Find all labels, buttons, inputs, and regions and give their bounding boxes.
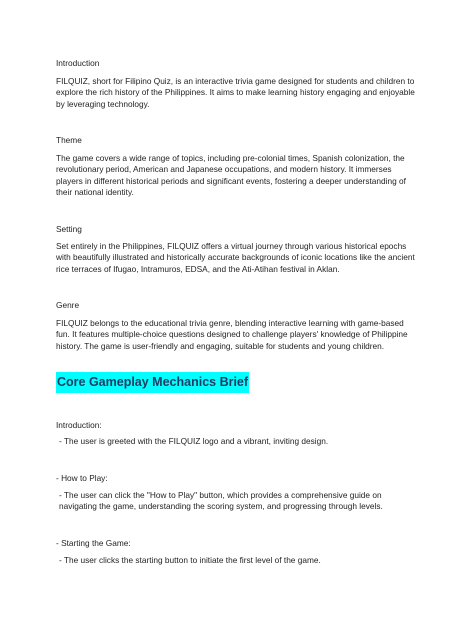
- how-to-play-text: - The user can click the "How to Play" button, which provides a comprehensive guide on navigating the game, understanding the scoring system, and progressing through levels.: [59, 490, 383, 512]
- starting-game-text: - The user clicks the starting button to initiate the first level of the game.: [59, 555, 321, 565]
- mechanics-title: Core Gameplay Mechanics Brief: [56, 372, 249, 393]
- theme-paragraph: The game covers a wide range of topics, including pre-colonial times, Spanish colonization, the revolutionary period, American and Japanese occupations, and modern history. It immerses players in different historical periods and significant events, fostering a deeper understanding of their national identity.: [56, 153, 406, 197]
- mechanics-intro-heading: Introduction:: [56, 420, 102, 430]
- how-to-play-heading: - How to Play:: [56, 473, 108, 483]
- theme-heading: Theme: [56, 135, 82, 145]
- genre-paragraph: FILQUIZ belongs to the educational trivia genre, blending interactive learning with game-based fun. It features multiple-choice questions designed to challenge players' knowledge of Philippine history. The game is user-friendly and engaging, suitable for students and young children.: [56, 318, 408, 351]
- starting-game-heading: - Starting the Game:: [56, 538, 131, 548]
- setting-heading: Setting: [56, 224, 82, 234]
- setting-paragraph: Set entirely in the Philippines, FILQUIZ offers a virtual journey through various historical epochs with beautifully illustrated and historically accurate backgrounds of iconic locations like the ancient rice terraces of Ifugao, Intramuros, EDSA, and the Ati-Atihan festival in Aklan.: [56, 241, 415, 274]
- genre-heading: Genre: [56, 300, 80, 310]
- intro-paragraph: FILQUIZ, short for Filipino Quiz, is an interactive trivia game designed for students and children to explore the rich history of the Philippines. It aims to make learning history engaging and enjoyable by leveraging technology.: [56, 76, 415, 109]
- mechanics-intro-text: - The user is greeted with the FILQUIZ logo and a vibrant, inviting design.: [59, 436, 329, 446]
- intro-heading: Introduction: [56, 58, 100, 68]
